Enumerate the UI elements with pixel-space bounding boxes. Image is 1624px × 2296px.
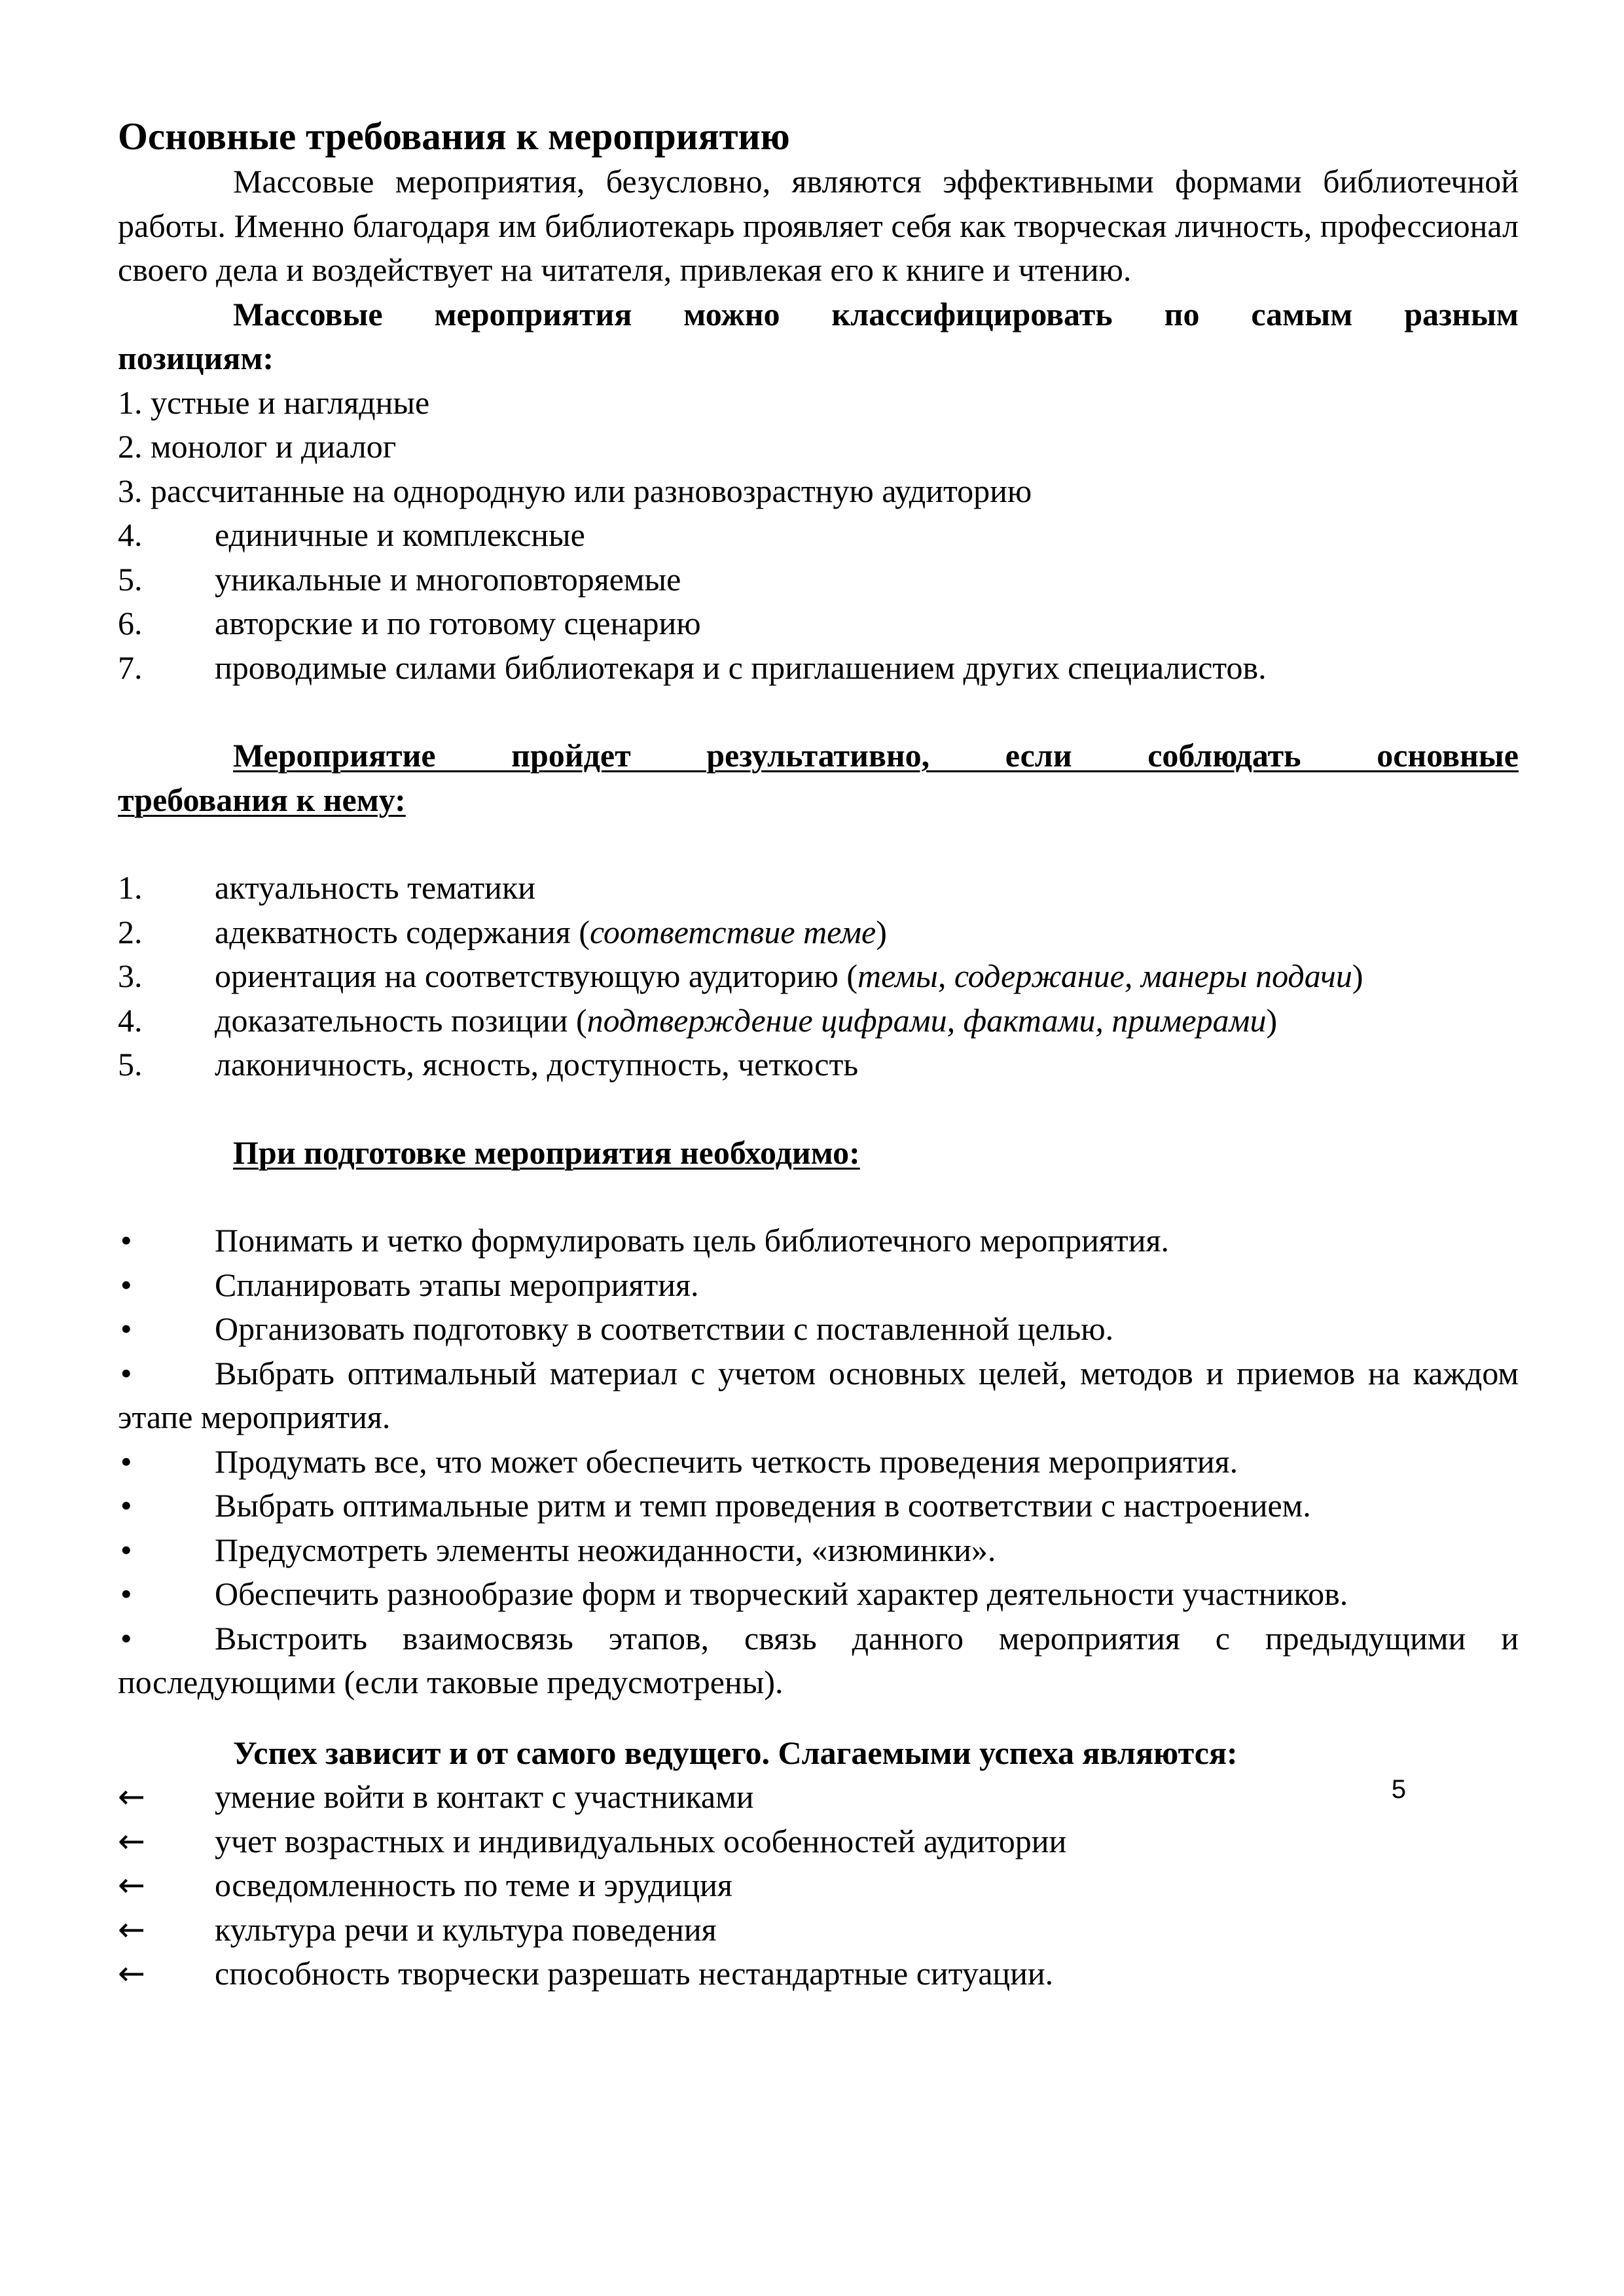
left-arrow-icon: ← [118,1778,145,1816]
list-item-text: ориентация на соответствующую аудиторию [215,958,847,994]
list-item-text: Обеспечить разнообразие форм и творческий характер деятельности участников. [215,1575,1348,1612]
paren-close: ) [1352,958,1363,994]
list-item-text: Продумать все, что может обеспечить четкость проведения мероприятия. [215,1443,1238,1480]
success-list [118,1775,1519,1996]
list-item-text: Понимать и четко формулировать цель библиотечного мероприятия. [215,1222,1170,1259]
classification-heading [118,293,1519,337]
requirements-heading [118,734,1519,778]
list-item-text: авторские и по готовому сценарию [215,605,701,641]
left-arrow-icon: ← [118,1866,145,1904]
classification-item-6 [118,601,1519,646]
bullet-icon: • [120,1310,132,1347]
list-marker: 5. [118,560,143,598]
requirements-list [118,866,1519,1087]
list-item-text: рассчитанные на однородную или разновозрастную аудиторию [151,472,1032,509]
list-item-text: Выбрать оптимальный материал с учетом основных целей, методов и приемов на каждом этапе мероприятия. [118,1354,1519,1435]
success-item-4 [118,1908,1519,1952]
success-item-1 [118,1775,1519,1820]
bullet-icon: • [120,1222,132,1259]
classification-item-4 [118,513,1519,558]
paren-open: ( [846,958,857,994]
list-item-text: уникальные и многоповторяемые [215,560,681,598]
bullet-icon: • [120,1619,132,1657]
list-marker: 3. [118,958,143,994]
spacer [118,1175,1519,1219]
list-item-text: Выстроить взаимосвязь этапов, связь данного мероприятия с предыдущими и последующими (если таковые предусмотрены). [118,1619,1519,1700]
success-item-3 [118,1863,1519,1908]
page-number: 5 [1391,1775,1406,1804]
left-arrow-icon: ← [118,1910,145,1948]
list-item-text: адекватность содержания [215,913,579,950]
classification-item-3 [118,469,1519,514]
list-item-text: монолог и диалог [151,428,397,465]
requirement-item-5 [118,1043,1519,1087]
list-item-text: Спланировать этапы мероприятия. [215,1266,699,1303]
classification-heading-end [118,336,1519,381]
classification-item-2 [118,425,1519,469]
list-item-text: проводимые силами библиотекаря и с приглашением других специалистов. [215,649,1267,686]
success-item-2 [118,1820,1519,1864]
list-item-text: Организовать подготовку в соответствии с поставленной целью. [215,1310,1114,1347]
list-marker: 6. [118,605,143,641]
bullet-icon: • [120,1266,132,1303]
success-heading: Успех зависит и от самого ведущего. Слагаемыми успеха являются: [233,1734,1238,1771]
list-item-text: Предусмотреть элементы неожиданности, «изюминки». [215,1531,996,1568]
list-marker: 4. [118,1001,143,1039]
requirements-heading-line1: Мероприятие пройдет результативно, если соблюдать основные [233,737,1519,774]
requirement-item-3 [118,954,1519,999]
left-arrow-icon: ← [118,1821,145,1860]
list-item-text: актуальность тематики [215,869,535,906]
spacer [118,690,1519,734]
left-arrow-icon: ← [118,1954,145,1992]
classification-item-5 [118,558,1519,602]
classification-heading-line2: позициям: [118,340,274,376]
classification-item-7 [118,646,1519,691]
list-item-text: осведомленность по теме и эрудиция [215,1867,732,1903]
preparation-item-4 [118,1352,1519,1440]
list-marker: 4. [118,516,143,553]
preparation-item-8 [118,1572,1519,1617]
list-marker: 2. [118,913,143,950]
spacer [118,1705,1519,1731]
requirement-item-4 [118,999,1519,1043]
requirement-item-2 [118,910,1519,955]
bullet-icon: • [120,1531,132,1568]
spacer [118,1087,1519,1131]
preparation-item-9 [118,1617,1519,1705]
intro-paragraph: Массовые мероприятия, безусловно, являются эффективными формами библиотечной работы. Именно благодаря им библиотекарь проявляет себя как творческая личность, профессионал своего дела и воздействует на читателя, привлекая его к книге и чтению. [118,163,1519,288]
document-page [118,113,1519,1996]
list-item-text: учет возрастных и индивидуальных особенностей аудитории [215,1822,1067,1859]
preparation-item-5 [118,1440,1519,1484]
paren-close: ) [1266,1001,1278,1039]
preparation-item-2 [118,1263,1519,1308]
list-marker: 5. [118,1046,143,1083]
paren-close: ) [876,913,887,950]
list-item-content [215,910,1519,955]
list-item-content [215,999,1519,1043]
bullet-icon: • [120,1443,132,1480]
list-marker: 7. [118,649,143,686]
preparation-heading [118,1131,1519,1175]
bullet-icon: • [120,1487,132,1524]
preparation-item-6 [118,1484,1519,1528]
preparation-heading-text: При подготовке мероприятия необходимо: [233,1134,860,1171]
list-item-text: единичные и комплексные [215,516,585,553]
success-item-5 [118,1952,1519,1996]
list-item-text: доказательность позиции [215,1001,577,1039]
classification-heading-line1: Массовые мероприятия можно классифицировать по самым разным [233,295,1519,332]
list-item-text: умение войти в контакт с участниками [215,1778,754,1815]
list-marker: 3. [118,472,143,509]
page-title: Основные требования к мероприятию [118,115,790,158]
paren-open: ( [579,913,590,950]
list-item-text: культура речи и культура поведения [215,1910,717,1948]
spacer [118,822,1519,866]
requirements-heading-line2: требования к нему: [118,781,406,818]
paren-open: ( [576,1001,587,1039]
list-item-note: подтверждение цифрами, фактами, примерами [586,1001,1267,1039]
list-item-note: соответствие теме [589,913,876,950]
list-item-note: темы, содержание, манеры подачи [857,958,1352,994]
list-item-text: Выбрать оптимальные ритм и темп проведения в соответствии с настроением. [215,1487,1311,1524]
classification-list [118,381,1519,691]
list-marker: 2. [118,428,143,465]
list-marker: 1. [118,869,143,906]
list-item-text: лаконичность, ясность, доступность, четкость [215,1046,859,1083]
requirements-heading-end [118,778,1519,823]
preparation-item-3 [118,1307,1519,1352]
preparation-item-7 [118,1528,1519,1573]
classification-item-1 [118,381,1519,425]
bullet-icon: • [120,1575,132,1612]
list-item-text: устные и наглядные [151,384,430,421]
list-marker: 1. [118,384,143,421]
list-item-text: способность творчески разрешать нестандартные ситуации. [215,1955,1054,1992]
bullet-icon: • [120,1354,132,1391]
preparation-list [118,1219,1519,1705]
preparation-item-1 [118,1219,1519,1263]
requirement-item-1 [118,866,1519,910]
